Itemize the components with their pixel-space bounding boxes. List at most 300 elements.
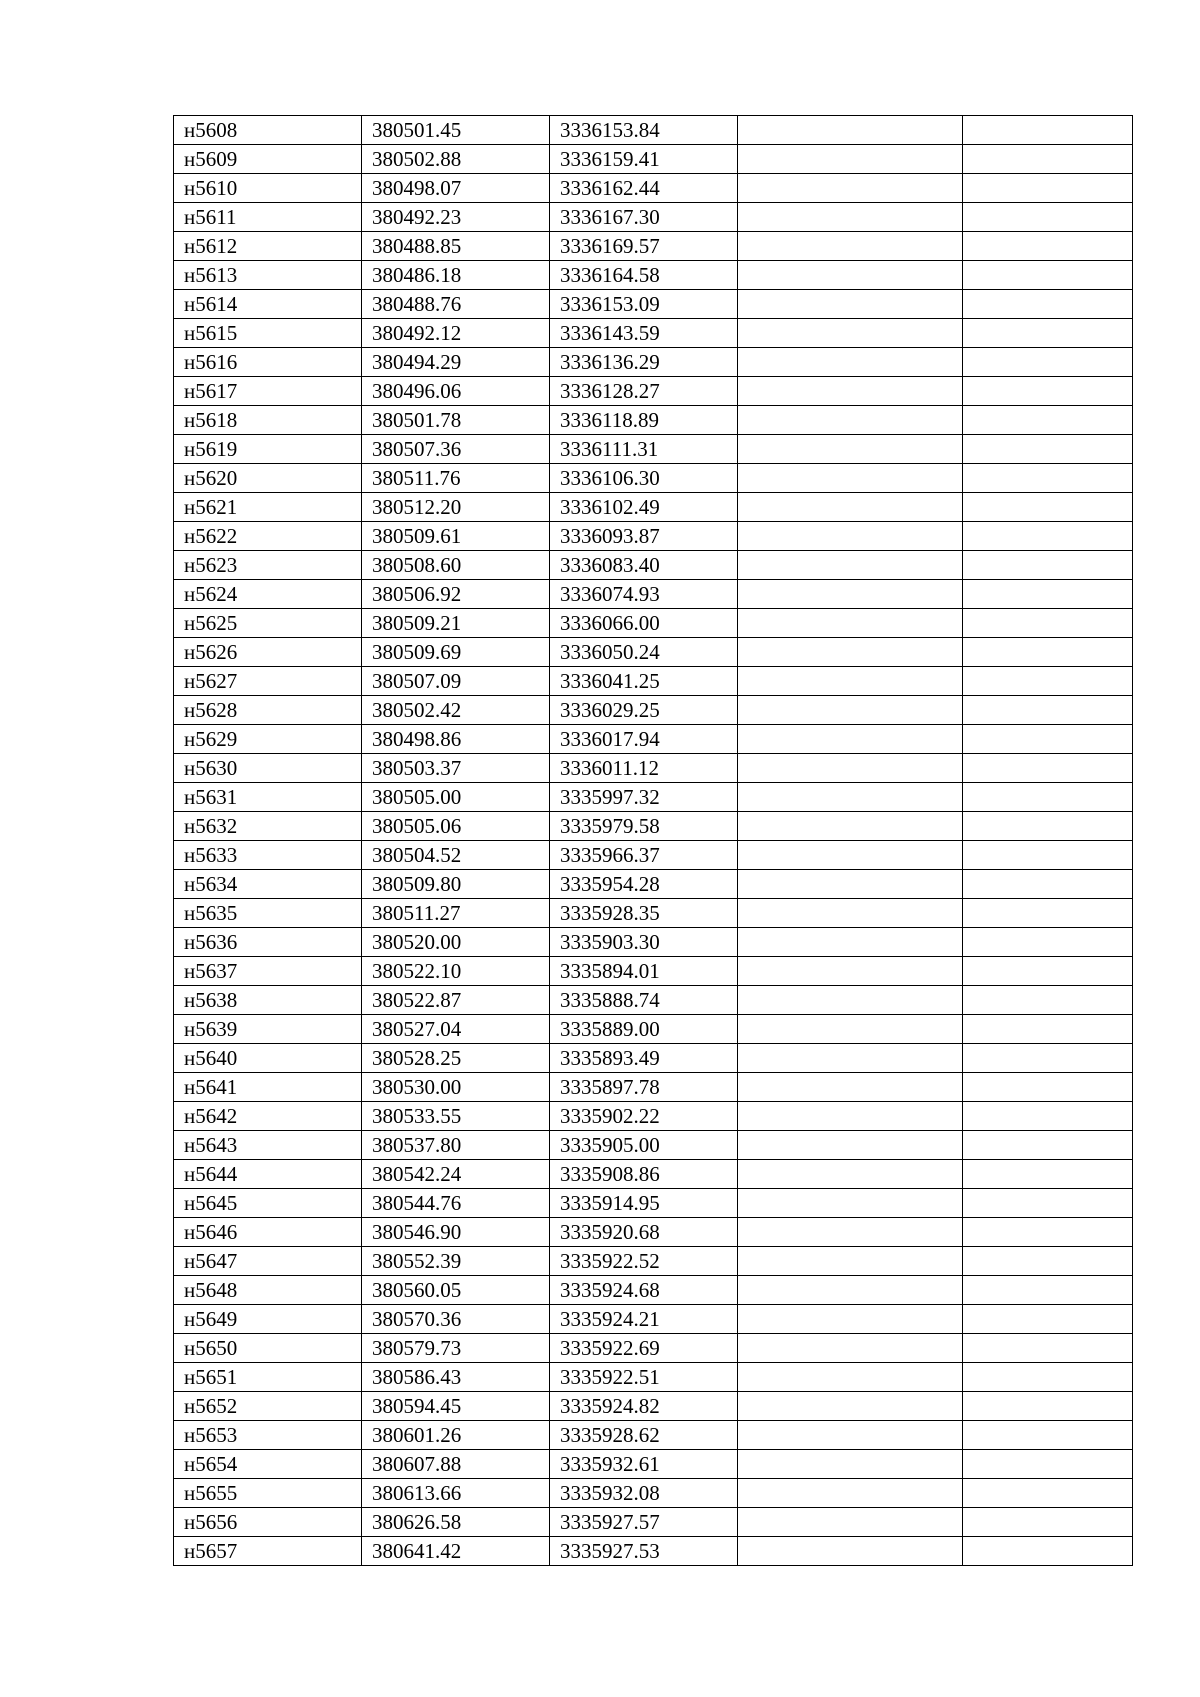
empty-cell-5 [963, 1537, 1133, 1566]
point-id-cell: н5628 [174, 696, 362, 725]
table-row [174, 1073, 1133, 1102]
empty-cell-5 [963, 1479, 1133, 1508]
empty-cell-5 [963, 986, 1133, 1015]
empty-cell-4 [738, 754, 963, 783]
x-coordinate-cell: 380537.80 [362, 1131, 550, 1160]
empty-cell-5 [963, 609, 1133, 638]
point-id-cell: н5647 [174, 1247, 362, 1276]
y-coordinate-cell: 3335924.82 [550, 1392, 738, 1421]
y-coordinate-cell: 3336050.24 [550, 638, 738, 667]
empty-cell-4 [738, 203, 963, 232]
empty-cell-5 [963, 1334, 1133, 1363]
x-coordinate-cell: 380509.69 [362, 638, 550, 667]
x-coordinate-cell: 380492.12 [362, 319, 550, 348]
table-row [174, 377, 1133, 406]
empty-cell-5 [963, 725, 1133, 754]
empty-cell-4 [738, 174, 963, 203]
point-id-cell: н5642 [174, 1102, 362, 1131]
y-coordinate-cell: 3335924.21 [550, 1305, 738, 1334]
empty-cell-4 [738, 464, 963, 493]
x-coordinate-cell: 380560.05 [362, 1276, 550, 1305]
empty-cell-4 [738, 232, 963, 261]
point-id-cell: н5615 [174, 319, 362, 348]
x-coordinate-cell: 380498.86 [362, 725, 550, 754]
x-coordinate-cell: 380607.88 [362, 1450, 550, 1479]
x-coordinate-cell: 380552.39 [362, 1247, 550, 1276]
empty-cell-5 [963, 1305, 1133, 1334]
point-id-cell: н5614 [174, 290, 362, 319]
empty-cell-5 [963, 1421, 1133, 1450]
x-coordinate-cell: 380503.37 [362, 754, 550, 783]
empty-cell-4 [738, 116, 963, 145]
table-row [174, 609, 1133, 638]
x-coordinate-cell: 380528.25 [362, 1044, 550, 1073]
point-id-cell: н5622 [174, 522, 362, 551]
empty-cell-5 [963, 551, 1133, 580]
empty-cell-4 [738, 1334, 963, 1363]
empty-cell-4 [738, 493, 963, 522]
empty-cell-4 [738, 928, 963, 957]
y-coordinate-cell: 3336118.89 [550, 406, 738, 435]
empty-cell-4 [738, 1015, 963, 1044]
x-coordinate-cell: 380570.36 [362, 1305, 550, 1334]
y-coordinate-cell: 3335894.01 [550, 957, 738, 986]
x-coordinate-cell: 380594.45 [362, 1392, 550, 1421]
x-coordinate-cell: 380522.87 [362, 986, 550, 1015]
empty-cell-4 [738, 841, 963, 870]
table-row [174, 812, 1133, 841]
empty-cell-4 [738, 1450, 963, 1479]
point-id-cell: н5638 [174, 986, 362, 1015]
point-id-cell: н5640 [174, 1044, 362, 1073]
table-row [174, 1189, 1133, 1218]
point-id-cell: н5635 [174, 899, 362, 928]
table-row [174, 348, 1133, 377]
y-coordinate-cell: 3336102.49 [550, 493, 738, 522]
y-coordinate-cell: 3336011.12 [550, 754, 738, 783]
y-coordinate-cell: 3335922.52 [550, 1247, 738, 1276]
point-id-cell: н5608 [174, 116, 362, 145]
empty-cell-5 [963, 1276, 1133, 1305]
empty-cell-4 [738, 290, 963, 319]
empty-cell-4 [738, 783, 963, 812]
y-coordinate-cell: 3335966.37 [550, 841, 738, 870]
empty-cell-5 [963, 319, 1133, 348]
x-coordinate-cell: 380504.52 [362, 841, 550, 870]
empty-cell-4 [738, 551, 963, 580]
y-coordinate-cell: 3336167.30 [550, 203, 738, 232]
x-coordinate-cell: 380488.76 [362, 290, 550, 319]
y-coordinate-cell: 3335889.00 [550, 1015, 738, 1044]
empty-cell-5 [963, 1189, 1133, 1218]
point-id-cell: н5623 [174, 551, 362, 580]
empty-cell-4 [738, 348, 963, 377]
empty-cell-4 [738, 609, 963, 638]
empty-cell-5 [963, 464, 1133, 493]
table-row [174, 464, 1133, 493]
point-id-cell: н5621 [174, 493, 362, 522]
empty-cell-4 [738, 1131, 963, 1160]
empty-cell-5 [963, 435, 1133, 464]
y-coordinate-cell: 3335905.00 [550, 1131, 738, 1160]
x-coordinate-cell: 380494.29 [362, 348, 550, 377]
point-id-cell: н5610 [174, 174, 362, 203]
empty-cell-4 [738, 406, 963, 435]
table-row [174, 1450, 1133, 1479]
table-row [174, 1044, 1133, 1073]
point-id-cell: н5624 [174, 580, 362, 609]
empty-cell-4 [738, 1392, 963, 1421]
empty-cell-5 [963, 1160, 1133, 1189]
point-id-cell: н5633 [174, 841, 362, 870]
table-row [174, 1102, 1133, 1131]
empty-cell-4 [738, 812, 963, 841]
empty-cell-5 [963, 1508, 1133, 1537]
table-row [174, 435, 1133, 464]
point-id-cell: н5620 [174, 464, 362, 493]
y-coordinate-cell: 3335927.53 [550, 1537, 738, 1566]
empty-cell-5 [963, 783, 1133, 812]
empty-cell-4 [738, 1160, 963, 1189]
empty-cell-5 [963, 1102, 1133, 1131]
x-coordinate-cell: 380507.36 [362, 435, 550, 464]
y-coordinate-cell: 3335928.62 [550, 1421, 738, 1450]
y-coordinate-cell: 3335902.22 [550, 1102, 738, 1131]
empty-cell-5 [963, 348, 1133, 377]
empty-cell-5 [963, 145, 1133, 174]
y-coordinate-cell: 3336029.25 [550, 696, 738, 725]
x-coordinate-cell: 380533.55 [362, 1102, 550, 1131]
x-coordinate-cell: 380544.76 [362, 1189, 550, 1218]
empty-cell-5 [963, 1015, 1133, 1044]
x-coordinate-cell: 380601.26 [362, 1421, 550, 1450]
y-coordinate-cell: 3335924.68 [550, 1276, 738, 1305]
table-row [174, 1537, 1133, 1566]
empty-cell-5 [963, 1363, 1133, 1392]
x-coordinate-cell: 380520.00 [362, 928, 550, 957]
table-row [174, 145, 1133, 174]
table-row [174, 870, 1133, 899]
point-id-cell: н5656 [174, 1508, 362, 1537]
x-coordinate-cell: 380511.76 [362, 464, 550, 493]
table-row [174, 1392, 1133, 1421]
x-coordinate-cell: 380498.07 [362, 174, 550, 203]
empty-cell-4 [738, 1479, 963, 1508]
empty-cell-5 [963, 522, 1133, 551]
table-row [174, 783, 1133, 812]
y-coordinate-cell: 3335888.74 [550, 986, 738, 1015]
point-id-cell: н5655 [174, 1479, 362, 1508]
x-coordinate-cell: 380505.00 [362, 783, 550, 812]
table-row [174, 1131, 1133, 1160]
x-coordinate-cell: 380508.60 [362, 551, 550, 580]
y-coordinate-cell: 3336153.09 [550, 290, 738, 319]
table-row [174, 1363, 1133, 1392]
table-row [174, 1508, 1133, 1537]
point-id-cell: н5636 [174, 928, 362, 957]
empty-cell-5 [963, 174, 1133, 203]
point-id-cell: н5644 [174, 1160, 362, 1189]
point-id-cell: н5627 [174, 667, 362, 696]
x-coordinate-cell: 380613.66 [362, 1479, 550, 1508]
empty-cell-5 [963, 1131, 1133, 1160]
x-coordinate-cell: 380496.06 [362, 377, 550, 406]
table-row [174, 957, 1133, 986]
x-coordinate-cell: 380542.24 [362, 1160, 550, 1189]
y-coordinate-cell: 3335997.32 [550, 783, 738, 812]
point-id-cell: н5613 [174, 261, 362, 290]
x-coordinate-cell: 380509.21 [362, 609, 550, 638]
empty-cell-4 [738, 957, 963, 986]
empty-cell-4 [738, 1276, 963, 1305]
table-row [174, 1015, 1133, 1044]
point-id-cell: н5619 [174, 435, 362, 464]
point-id-cell: н5648 [174, 1276, 362, 1305]
table-row [174, 899, 1133, 928]
y-coordinate-cell: 3336017.94 [550, 725, 738, 754]
y-coordinate-cell: 3335932.08 [550, 1479, 738, 1508]
table-row [174, 522, 1133, 551]
y-coordinate-cell: 3336083.40 [550, 551, 738, 580]
y-coordinate-cell: 3335954.28 [550, 870, 738, 899]
point-id-cell: н5618 [174, 406, 362, 435]
table-row [174, 551, 1133, 580]
empty-cell-4 [738, 145, 963, 174]
y-coordinate-cell: 3336066.00 [550, 609, 738, 638]
empty-cell-4 [738, 899, 963, 928]
point-id-cell: н5654 [174, 1450, 362, 1479]
empty-cell-5 [963, 1073, 1133, 1102]
point-id-cell: н5650 [174, 1334, 362, 1363]
point-id-cell: н5634 [174, 870, 362, 899]
empty-cell-4 [738, 1305, 963, 1334]
empty-cell-5 [963, 203, 1133, 232]
x-coordinate-cell: 380509.61 [362, 522, 550, 551]
empty-cell-4 [738, 377, 963, 406]
y-coordinate-cell: 3335903.30 [550, 928, 738, 957]
table-row [174, 696, 1133, 725]
table-row [174, 841, 1133, 870]
table-row [174, 1218, 1133, 1247]
x-coordinate-cell: 380501.78 [362, 406, 550, 435]
point-id-cell: н5641 [174, 1073, 362, 1102]
point-id-cell: н5625 [174, 609, 362, 638]
empty-cell-4 [738, 1537, 963, 1566]
table-row [174, 290, 1133, 319]
empty-cell-5 [963, 1247, 1133, 1276]
empty-cell-5 [963, 812, 1133, 841]
x-coordinate-cell: 380512.20 [362, 493, 550, 522]
empty-cell-5 [963, 841, 1133, 870]
table-row [174, 638, 1133, 667]
x-coordinate-cell: 380505.06 [362, 812, 550, 841]
table-row [174, 1421, 1133, 1450]
table-row [174, 1305, 1133, 1334]
empty-cell-4 [738, 522, 963, 551]
empty-cell-5 [963, 261, 1133, 290]
point-id-cell: н5617 [174, 377, 362, 406]
empty-cell-4 [738, 1218, 963, 1247]
empty-cell-5 [963, 1450, 1133, 1479]
empty-cell-4 [738, 1189, 963, 1218]
y-coordinate-cell: 3335893.49 [550, 1044, 738, 1073]
empty-cell-5 [963, 899, 1133, 928]
empty-cell-5 [963, 638, 1133, 667]
x-coordinate-cell: 380579.73 [362, 1334, 550, 1363]
empty-cell-4 [738, 1508, 963, 1537]
empty-cell-5 [963, 1218, 1133, 1247]
empty-cell-5 [963, 696, 1133, 725]
empty-cell-4 [738, 1102, 963, 1131]
table-row [174, 174, 1133, 203]
y-coordinate-cell: 3335922.51 [550, 1363, 738, 1392]
table-row [174, 1160, 1133, 1189]
empty-cell-5 [963, 290, 1133, 319]
point-id-cell: н5646 [174, 1218, 362, 1247]
y-coordinate-cell: 3336162.44 [550, 174, 738, 203]
table-row [174, 754, 1133, 783]
point-id-cell: н5649 [174, 1305, 362, 1334]
table-row [174, 986, 1133, 1015]
point-id-cell: н5609 [174, 145, 362, 174]
empty-cell-4 [738, 1363, 963, 1392]
empty-cell-5 [963, 116, 1133, 145]
empty-cell-4 [738, 1421, 963, 1450]
empty-cell-5 [963, 870, 1133, 899]
y-coordinate-cell: 3336143.59 [550, 319, 738, 348]
coordinates-table-body [174, 116, 1133, 1566]
y-coordinate-cell: 3336128.27 [550, 377, 738, 406]
empty-cell-4 [738, 667, 963, 696]
empty-cell-4 [738, 696, 963, 725]
point-id-cell: н5651 [174, 1363, 362, 1392]
empty-cell-4 [738, 1044, 963, 1073]
y-coordinate-cell: 3336159.41 [550, 145, 738, 174]
empty-cell-5 [963, 493, 1133, 522]
empty-cell-4 [738, 986, 963, 1015]
table-row [174, 406, 1133, 435]
x-coordinate-cell: 380586.43 [362, 1363, 550, 1392]
table-row [174, 667, 1133, 696]
table-row [174, 1334, 1133, 1363]
table-row [174, 116, 1133, 145]
point-id-cell: н5611 [174, 203, 362, 232]
table-row [174, 319, 1133, 348]
table-row [174, 232, 1133, 261]
y-coordinate-cell: 3336136.29 [550, 348, 738, 377]
empty-cell-4 [738, 261, 963, 290]
table-row [174, 1247, 1133, 1276]
table-row [174, 261, 1133, 290]
y-coordinate-cell: 3335897.78 [550, 1073, 738, 1102]
y-coordinate-cell: 3335979.58 [550, 812, 738, 841]
x-coordinate-cell: 380492.23 [362, 203, 550, 232]
x-coordinate-cell: 380522.10 [362, 957, 550, 986]
table-row [174, 1276, 1133, 1305]
x-coordinate-cell: 380507.09 [362, 667, 550, 696]
y-coordinate-cell: 3336111.31 [550, 435, 738, 464]
point-id-cell: н5639 [174, 1015, 362, 1044]
y-coordinate-cell: 3336153.84 [550, 116, 738, 145]
x-coordinate-cell: 380626.58 [362, 1508, 550, 1537]
point-id-cell: н5643 [174, 1131, 362, 1160]
point-id-cell: н5645 [174, 1189, 362, 1218]
empty-cell-5 [963, 667, 1133, 696]
x-coordinate-cell: 380641.42 [362, 1537, 550, 1566]
point-id-cell: н5653 [174, 1421, 362, 1450]
y-coordinate-cell: 3336106.30 [550, 464, 738, 493]
empty-cell-4 [738, 580, 963, 609]
x-coordinate-cell: 380502.42 [362, 696, 550, 725]
empty-cell-5 [963, 957, 1133, 986]
point-id-cell: н5612 [174, 232, 362, 261]
empty-cell-5 [963, 1392, 1133, 1421]
empty-cell-4 [738, 435, 963, 464]
point-id-cell: н5637 [174, 957, 362, 986]
empty-cell-4 [738, 870, 963, 899]
y-coordinate-cell: 3336169.57 [550, 232, 738, 261]
empty-cell-5 [963, 232, 1133, 261]
y-coordinate-cell: 3335922.69 [550, 1334, 738, 1363]
table-row [174, 725, 1133, 754]
table-row [174, 493, 1133, 522]
point-id-cell: н5632 [174, 812, 362, 841]
y-coordinate-cell: 3335928.35 [550, 899, 738, 928]
point-id-cell: н5630 [174, 754, 362, 783]
empty-cell-5 [963, 754, 1133, 783]
empty-cell-4 [738, 638, 963, 667]
point-id-cell: н5657 [174, 1537, 362, 1566]
y-coordinate-cell: 3335932.61 [550, 1450, 738, 1479]
x-coordinate-cell: 380530.00 [362, 1073, 550, 1102]
empty-cell-4 [738, 1247, 963, 1276]
table-row [174, 203, 1133, 232]
point-id-cell: н5616 [174, 348, 362, 377]
x-coordinate-cell: 380486.18 [362, 261, 550, 290]
empty-cell-4 [738, 1073, 963, 1102]
empty-cell-5 [963, 1044, 1133, 1073]
point-id-cell: н5652 [174, 1392, 362, 1421]
y-coordinate-cell: 3335914.95 [550, 1189, 738, 1218]
empty-cell-4 [738, 725, 963, 754]
y-coordinate-cell: 3336093.87 [550, 522, 738, 551]
y-coordinate-cell: 3335908.86 [550, 1160, 738, 1189]
table-row [174, 928, 1133, 957]
x-coordinate-cell: 380501.45 [362, 116, 550, 145]
y-coordinate-cell: 3336041.25 [550, 667, 738, 696]
y-coordinate-cell: 3336074.93 [550, 580, 738, 609]
empty-cell-4 [738, 319, 963, 348]
table-row [174, 580, 1133, 609]
x-coordinate-cell: 380509.80 [362, 870, 550, 899]
empty-cell-5 [963, 406, 1133, 435]
x-coordinate-cell: 380546.90 [362, 1218, 550, 1247]
y-coordinate-cell: 3335920.68 [550, 1218, 738, 1247]
table-row [174, 1479, 1133, 1508]
x-coordinate-cell: 380511.27 [362, 899, 550, 928]
point-id-cell: н5631 [174, 783, 362, 812]
y-coordinate-cell: 3335927.57 [550, 1508, 738, 1537]
point-id-cell: н5629 [174, 725, 362, 754]
empty-cell-5 [963, 580, 1133, 609]
x-coordinate-cell: 380488.85 [362, 232, 550, 261]
empty-cell-5 [963, 377, 1133, 406]
coordinates-table [173, 115, 1133, 1566]
point-id-cell: н5626 [174, 638, 362, 667]
x-coordinate-cell: 380502.88 [362, 145, 550, 174]
y-coordinate-cell: 3336164.58 [550, 261, 738, 290]
x-coordinate-cell: 380506.92 [362, 580, 550, 609]
